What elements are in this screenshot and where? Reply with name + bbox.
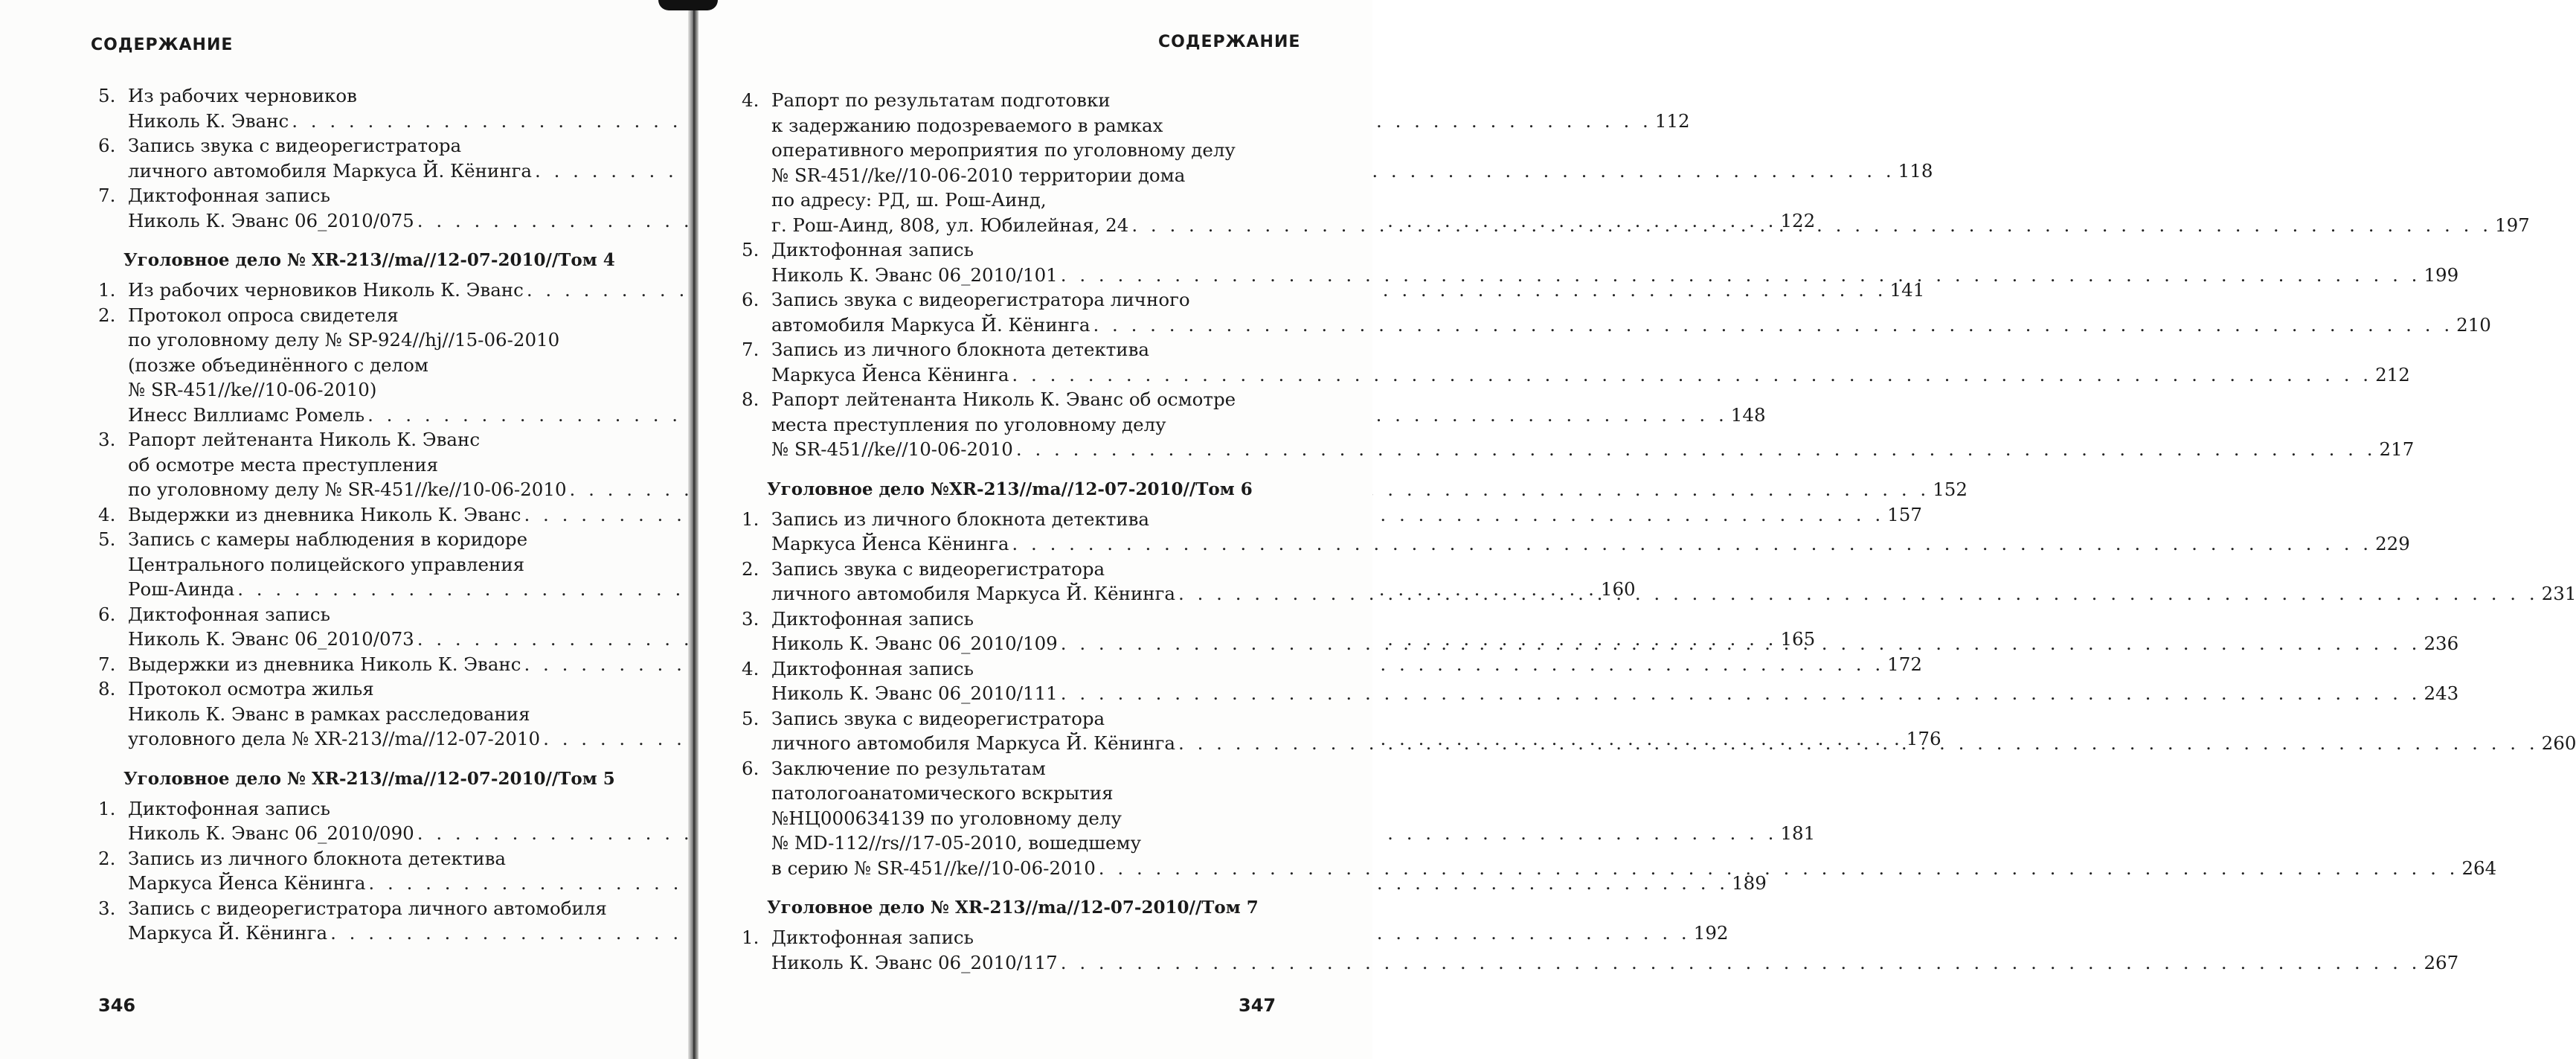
entry-number: 5. <box>742 707 759 729</box>
running-header-right: СОДЕРЖАНИЕ <box>1158 33 1301 51</box>
dot-leader <box>1061 631 2421 656</box>
entry-number: 1. <box>742 508 759 530</box>
entry-page-number: 243 <box>2424 682 2459 704</box>
entry-number: 1. <box>98 279 116 301</box>
entry-line: Запись звука с видеорегистратора <box>771 557 1105 580</box>
entry-page-number: 210 <box>2456 313 2491 336</box>
entry-page-number: 192 <box>1693 922 1729 944</box>
entry-page-number: 148 <box>1730 403 1766 426</box>
entry-line: места преступления по уголовному делу <box>771 413 1166 435</box>
entry-line: Диктофонная запись <box>128 185 330 206</box>
entry-text <box>771 88 2530 237</box>
entry-title-end: Николь К. Эванс 06_2010/111 <box>771 682 1058 704</box>
entry-page-number: 199 <box>2424 263 2459 286</box>
entry-title-end: Из рабочих черновиков Николь К. Эванс <box>128 279 524 301</box>
entry-number: 2. <box>98 847 116 869</box>
entry-page-number: 231 <box>2541 583 2576 604</box>
entry-page-number: 165 <box>1780 628 1816 650</box>
entry-number: 4. <box>98 503 116 525</box>
entry-line: Диктофонная запись <box>771 927 974 948</box>
entry-text <box>771 287 2491 337</box>
entry-line: (позже объединённого с делом <box>128 353 428 376</box>
entry-text <box>771 237 2458 287</box>
entry-number: 3. <box>98 429 116 450</box>
entry-text <box>771 557 2576 607</box>
entry-title-end: личного автомобиля Маркуса Й. Кёнинга <box>128 159 532 182</box>
entry-title-end: Николь К. Эванс 06_2010/109 <box>771 633 1058 654</box>
entry-page-number: 189 <box>1732 872 1767 894</box>
entry-number: 2. <box>98 304 116 326</box>
entry-last-line <box>771 631 2458 656</box>
entry-line: Диктофонная запись <box>771 607 974 630</box>
entry-page-number: 122 <box>1780 209 1816 231</box>
entry-title-end: Маркуса Й. Кёнинга <box>128 922 328 944</box>
dot-leader <box>1061 950 2421 976</box>
entry-text <box>771 706 2576 756</box>
entry-line: № MD-112//rs//17-05-2010, вошедшему <box>771 832 1141 854</box>
entry-number: 5. <box>98 528 116 550</box>
entry-last-line <box>771 263 2458 288</box>
entry-title-end: Рош-Аинда <box>128 578 235 600</box>
entry-number: 3. <box>742 607 759 630</box>
entry-page-number: 118 <box>1898 159 1933 182</box>
entry-title-end: Маркуса Йенса Кёнинга <box>128 872 366 894</box>
entry-page-number: 212 <box>2375 363 2410 385</box>
entry-line: Запись звука с видеорегистратора <box>128 135 462 156</box>
entry-line: № SR-451//ke//10-06-2010) <box>128 379 377 400</box>
entry-title-end: Николь К. Эванс 06_2010/117 <box>771 951 1058 973</box>
dot-leader <box>1178 731 2539 756</box>
entry-last-line <box>771 731 2576 756</box>
entry-line: оперативного мероприятия по уголовному делу <box>771 139 1236 161</box>
entry-title-end: Маркуса Йенса Кёнинга <box>771 533 1009 554</box>
entry-number: 4. <box>742 657 759 679</box>
entry-title-end: личного автомобиля Маркуса Й. Кёнинга <box>771 732 1175 754</box>
entry-last-line <box>771 362 2410 388</box>
entry-number: 8. <box>742 388 759 410</box>
entry-number: 7. <box>98 185 116 206</box>
entry-line: по адресу: РД, ш. Рош-Аинд, <box>771 189 1047 211</box>
entry-number: 1. <box>742 927 759 948</box>
dot-leader <box>1061 263 2421 288</box>
volume-heading: Уголовное дело № XR-213//ma//12-07-2010//Том 7 <box>767 898 1259 918</box>
entry-title-end: Инесс Виллиамс Ромель <box>128 403 365 426</box>
entry-number: 7. <box>98 653 116 675</box>
entry-title-end: Выдержки из дневника Николь К. Эванс <box>128 653 521 675</box>
running-header-left: СОДЕРЖАНИЕ <box>91 36 234 54</box>
entry-line: Запись из личного блокнота детектива <box>771 339 1150 360</box>
entry-line: по уголовному делу № SP-924//hj//15-06-2010 <box>128 329 560 351</box>
volume-heading: Уголовное дело № XR-213//ma//12-07-2010//Том 4 <box>123 250 615 270</box>
entry-line: Запись с камеры наблюдения в коридоре <box>128 528 528 550</box>
entry-title-end: Выдержки из дневника Николь К. Эванс <box>128 503 521 525</box>
entry-line: Запись из личного блокнота детектива <box>128 847 507 869</box>
entry-text <box>771 507 2410 557</box>
dot-leader <box>1178 581 2539 607</box>
dot-leader <box>1016 437 2377 462</box>
entry-title-end: Николь К. Эванс 06_2010/101 <box>771 263 1058 286</box>
entry-page-number: 197 <box>2495 214 2530 236</box>
dot-leader <box>1012 362 2372 388</box>
entry-line: Диктофонная запись <box>128 603 330 625</box>
dot-leader <box>1093 313 2453 338</box>
entry-line: Запись с видеорегистратора личного автомобиля <box>128 897 607 919</box>
entry-number: 6. <box>742 757 759 779</box>
entry-title-end: автомобиля Маркуса Й. Кёнинга <box>771 313 1091 336</box>
page-number-right: 347 <box>1239 995 1276 1016</box>
entry-number: 6. <box>98 135 116 156</box>
entry-number: 2. <box>742 557 759 580</box>
entry-page-number: 160 <box>1600 578 1636 600</box>
volume-heading: Уголовное дело №XR-213//ma//12-07-2010//Том 6 <box>767 479 1253 499</box>
entry-page-number: 264 <box>2461 857 2497 879</box>
entry-line: Из рабочих черновиков <box>128 85 357 106</box>
dot-leader <box>1131 213 2492 238</box>
entry-page-number: 112 <box>1654 109 1690 132</box>
entry-page-number: 267 <box>2424 951 2459 973</box>
entry-page-number: 181 <box>1780 822 1816 844</box>
entry-text <box>771 656 2458 706</box>
entry-text <box>771 337 2410 387</box>
entry-last-line <box>771 437 2414 462</box>
entry-line: Николь К. Эванс в рамках расследования <box>128 703 530 725</box>
entry-text <box>771 756 2496 881</box>
entry-line: Заключение по результатам <box>771 757 1046 779</box>
entry-last-line <box>771 313 2491 338</box>
entry-title-end: Николь К. Эванс 06_2010/090 <box>128 822 414 844</box>
dot-leader <box>1099 856 2459 881</box>
toc-entry <box>742 237 2459 287</box>
book-spine <box>688 0 698 1059</box>
entry-text <box>771 607 2458 656</box>
entry-line: Протокол осмотра жилья <box>128 678 374 700</box>
page-number-left: 346 <box>98 995 136 1016</box>
binding-shadow <box>658 0 718 10</box>
entry-page-number: 176 <box>1906 728 1941 749</box>
entry-title-end: Николь К. Эванс 06_2010/073 <box>128 628 414 650</box>
entry-line: Запись звука с видеорегистратора <box>771 707 1105 729</box>
entry-title-end: Николь К. Эванс 06_2010/075 <box>128 209 414 231</box>
entry-title-end: личного автомобиля Маркуса Й. Кёнинга <box>771 583 1175 604</box>
toc-entry <box>742 337 2410 387</box>
entry-page-number: 236 <box>2424 633 2459 654</box>
entry-page-number: 172 <box>1887 653 1922 675</box>
entry-page-number: 152 <box>1933 479 1968 500</box>
entry-line: об осмотре места преступления <box>128 453 439 476</box>
entry-title-end: в серию № SR-451//ke//10-06-2010 <box>771 857 1096 879</box>
entry-line: Протокол опроса свидетеля <box>128 304 399 326</box>
entry-page-number: 217 <box>2379 438 2415 460</box>
entry-last-line <box>771 681 2458 706</box>
entry-number: 5. <box>742 239 759 260</box>
entry-title-end: уголовного дела № XR-213//ma//12-07-2010 <box>128 728 541 749</box>
entry-line: патологоанатомического вскрытия <box>771 782 1114 804</box>
entry-page-number: 157 <box>1887 503 1922 525</box>
entry-title-end: г. Рош-Аинд, 808, ул. Юбилейная, 24 <box>771 214 1129 236</box>
entry-line: Рапорт лейтенанта Николь К. Эванс <box>128 429 481 450</box>
entry-title-end: № SR-451//ke//10-06-2010 <box>771 438 1013 460</box>
entry-text <box>771 925 2458 975</box>
entry-page-number: 229 <box>2375 533 2410 554</box>
entry-line: №НЦ000634139 по уголовному делу <box>771 807 1122 829</box>
entry-last-line <box>771 950 2458 976</box>
entry-last-line <box>771 213 2530 238</box>
entry-number: 3. <box>98 897 116 919</box>
entry-last-line <box>771 581 2576 607</box>
entry-line: Рапорт лейтенанта Николь К. Эванс об осмотре <box>771 388 1236 410</box>
entry-line: Рапорт по результатам подготовки <box>771 89 1111 111</box>
dot-leader <box>1061 681 2421 706</box>
entry-last-line <box>771 856 2496 881</box>
entry-number: 6. <box>98 603 116 625</box>
entry-line: Диктофонная запись <box>771 657 974 679</box>
entry-number: 4. <box>742 89 759 111</box>
entry-page-number: 260 <box>2541 732 2576 754</box>
entry-number: 5. <box>98 85 116 106</box>
entry-title-end: Николь К. Эванс <box>128 109 289 132</box>
dot-leader <box>1012 531 2372 557</box>
entry-line: к задержанию подозреваемого в рамках <box>771 114 1163 136</box>
volume-heading: Уголовное дело № XR-213//ma//12-07-2010//Том 5 <box>123 768 615 789</box>
entry-line: Запись из личного блокнота детектива <box>771 508 1150 530</box>
entry-number: 8. <box>98 678 116 700</box>
entry-title-end: по уголовному делу № SR-451//ke//10-06-2010 <box>128 479 567 500</box>
entry-last-line <box>771 531 2410 557</box>
entry-line: Диктофонная запись <box>771 239 974 260</box>
entry-title-end: Маркуса Йенса Кёнинга <box>771 363 1009 385</box>
entry-line: Диктофонная запись <box>128 797 330 819</box>
entry-number: 1. <box>98 797 116 819</box>
entry-page-number: 141 <box>1889 279 1925 301</box>
entry-number: 7. <box>742 339 759 360</box>
entry-number: 6. <box>742 289 759 310</box>
entry-line: Запись звука с видеорегистратора личного <box>771 289 1190 310</box>
entry-line: Центрального полицейского управления <box>128 553 525 575</box>
entry-line: № SR-451//ke//10-06-2010 территории дома <box>771 164 1186 186</box>
entry-text <box>771 387 2414 462</box>
